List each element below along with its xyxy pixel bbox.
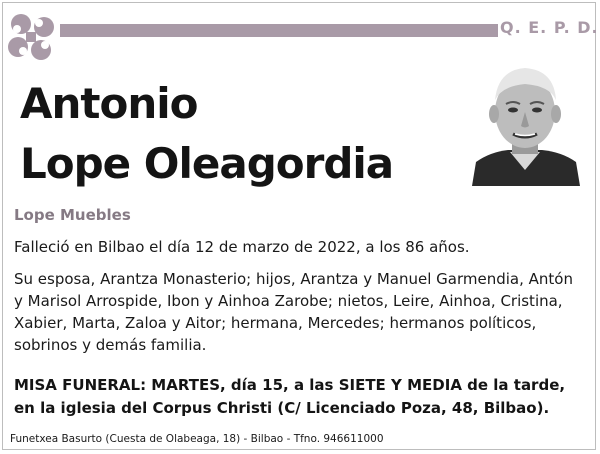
family-list-text: Su esposa, Arantza Monasterio; hijos, Arantza y Manuel Garmendia, Antón y Marisol Arrospide, Ibon y Ainhoa Zarobe; nietos, Leire, Ainhoa, Cristina, Xabier, Marta, Zaloa y Aitor; hermana, Mercedes; hermanos políticos, sobrinos y demás familia. xyxy=(14,270,573,354)
lauburu-icon xyxy=(4,10,58,64)
first-name: Antonio xyxy=(20,79,198,128)
company-name: Lope Muebles xyxy=(14,206,131,224)
qepd-label: Q. E. P. D. xyxy=(500,18,599,37)
surnames: Lope Oleagordia xyxy=(20,139,394,188)
deceased-name xyxy=(20,74,393,194)
header-rule xyxy=(60,24,498,37)
death-notice-text: Falleció en Bilbao el día 12 de marzo de 2022, a los 86 años. xyxy=(14,238,470,256)
funeral-mass-text: MISA FUNERAL: MARTES, día 15, a las SIETE Y MEDIA de la tarde, en la iglesia del Corpus Christi (C/ Licenciado Poza, 48, Bilbao). xyxy=(14,376,566,417)
funeral-home-footer: Funetxea Basurto (Cuesta de Olabeaga, 18) - Bilbao - Tfno. 946611000 xyxy=(10,433,384,445)
portrait-photo xyxy=(470,60,580,186)
